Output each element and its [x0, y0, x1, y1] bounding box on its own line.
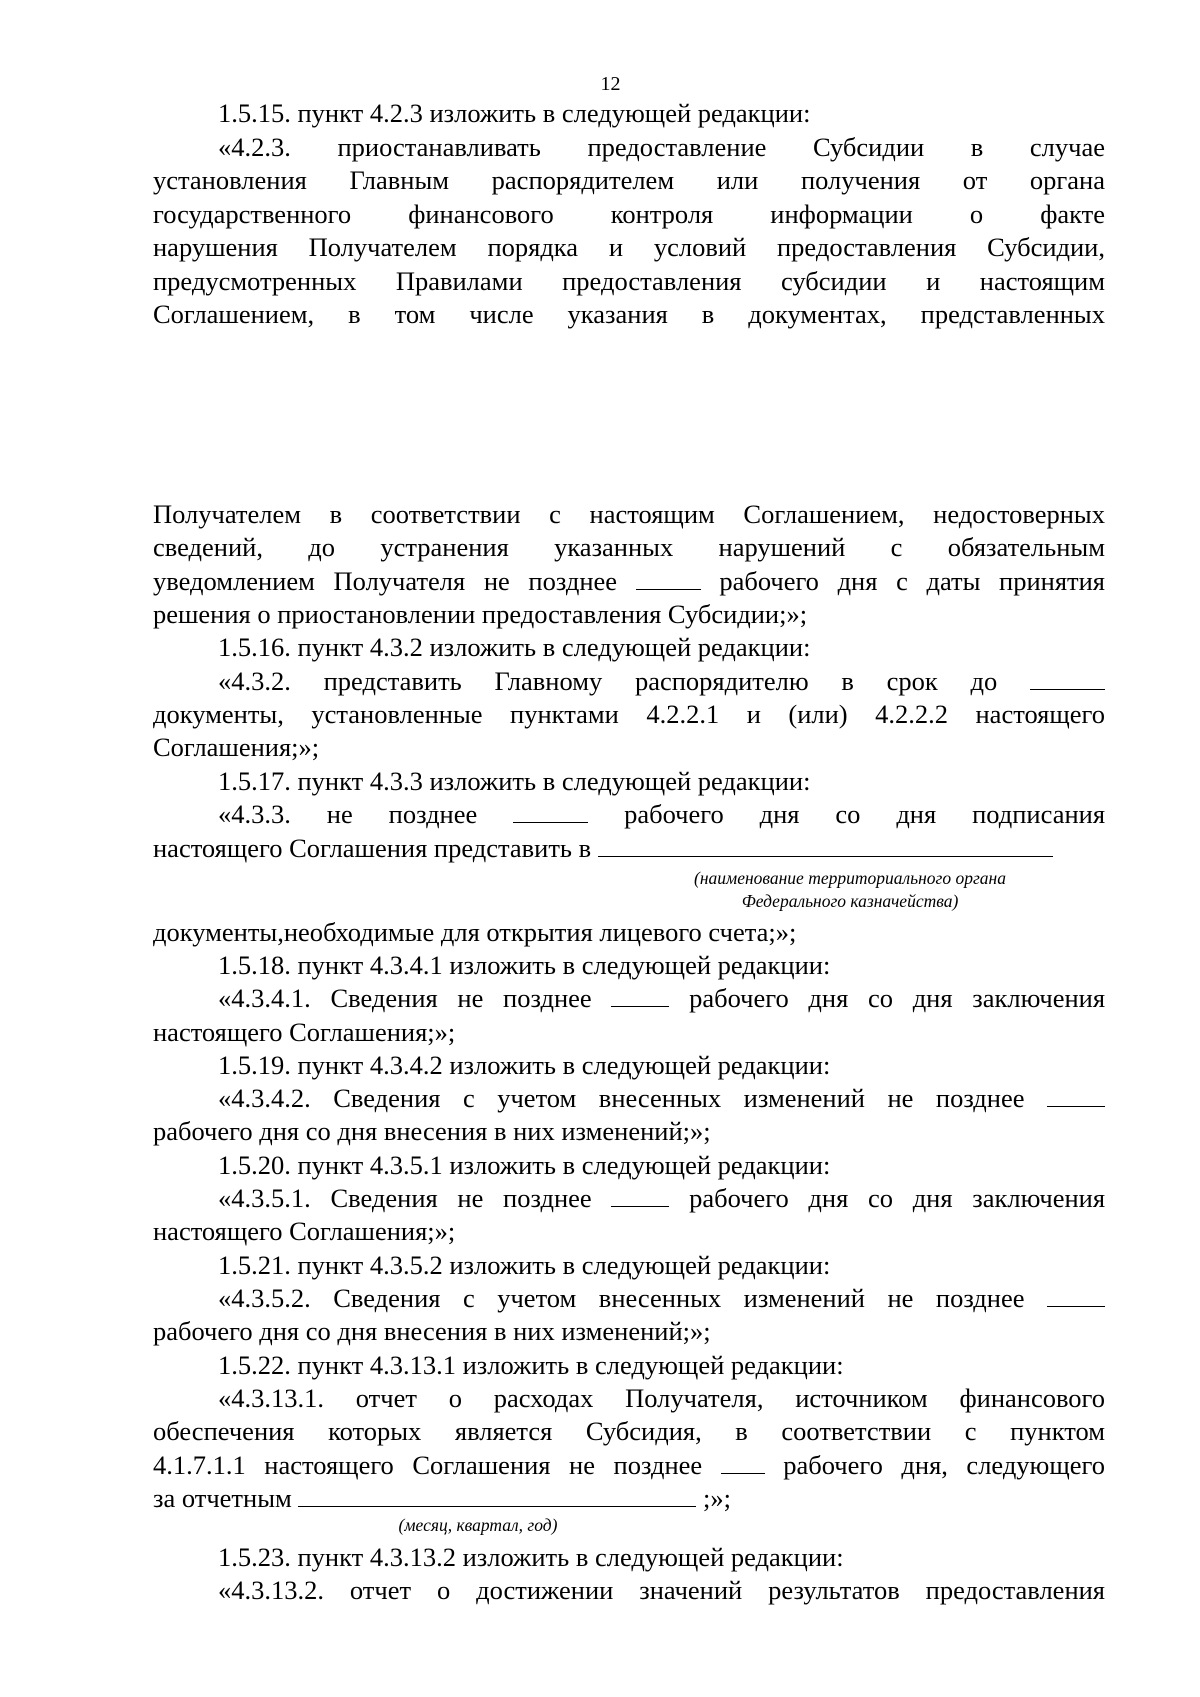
line-text: «4.3.3. не позднее — [218, 799, 478, 829]
text-line — [153, 230, 1105, 264]
text-line — [153, 564, 1105, 598]
text-line — [218, 664, 1105, 698]
line-text: 1.5.18. пункт 4.3.4.1 изложить в следующей редакции: — [218, 950, 831, 980]
line-text: 1.5.22. пункт 4.3.13.1 изложить в следующей редакции: — [218, 1350, 844, 1380]
fill-in-blank — [598, 832, 1053, 857]
line-text: за отчетным — [153, 1483, 292, 1513]
text-line — [218, 1148, 830, 1182]
line-text: «4.3.5.1. Сведения не позднее — [218, 1183, 592, 1213]
fill-in-blank — [1047, 1282, 1105, 1307]
text-line — [153, 1481, 1105, 1515]
text-line — [218, 130, 1105, 164]
fill-in-blank — [636, 565, 701, 590]
line-text: нарушения Получателем порядка и условий предоставления Субсидии, — [153, 232, 1105, 262]
line-text: установления Главным распорядителем или получения от органа — [153, 165, 1105, 195]
line-text: 1.5.15. пункт 4.2.3 изложить в следующей редакции: — [218, 98, 811, 128]
line-text: рабочего дня, следующего — [783, 1450, 1105, 1480]
text-line — [153, 1314, 1105, 1348]
caption: (наименование территориального органа — [694, 868, 1006, 888]
line-text: 1.5.19. пункт 4.3.4.2 изложить в следующей редакции: — [218, 1050, 831, 1080]
line-text: Соглашения;»; — [153, 732, 320, 762]
line-text: обеспечения которых является Субсидия, в соответствии с пунктом — [153, 1416, 1105, 1446]
line-text: 1.5.20. пункт 4.3.5.1 изложить в следующей редакции: — [218, 1150, 831, 1180]
text-line — [153, 1214, 1105, 1248]
line-text: настоящего Соглашения представить в — [153, 833, 592, 863]
text-line — [153, 831, 1105, 865]
fill-in-blank — [1030, 665, 1105, 690]
caption: Федерального казначейства) — [741, 891, 959, 911]
line-text: «4.3.13.2. отчет о достижении значений результатов предоставления — [218, 1575, 1105, 1605]
text-line — [153, 1414, 1105, 1448]
line-text: решения о приостановлении предоставления Субсидии;»; — [153, 599, 808, 629]
line-text: «4.3.5.2. Сведения с учетом внесенных изменений не позднее — [218, 1283, 1025, 1313]
fill-in-blank — [611, 982, 669, 1007]
text-line — [218, 1048, 830, 1082]
fill-in-blank — [298, 1482, 696, 1507]
text-line — [218, 764, 810, 798]
text-line — [218, 630, 810, 664]
caption: (месяц, квартал, год) — [398, 1515, 558, 1535]
line-text: рабочего дня со дня внесения в них изменений;»; — [153, 1116, 711, 1146]
text-line — [218, 797, 1105, 831]
text-line — [153, 197, 1105, 231]
line-text: документы,необходимые для открытия лицевого счета;»; — [153, 917, 797, 947]
text-line — [218, 1573, 1105, 1607]
text-line — [218, 1181, 1105, 1215]
line-text: «4.3.13.1. отчет о расходах Получателя, источником финансового — [218, 1383, 1105, 1413]
text-line — [218, 1381, 1105, 1415]
line-text: государственного финансового контроля информации о факте — [153, 199, 1105, 229]
line-text: настоящего Соглашения;»; — [153, 1216, 456, 1246]
line-text: 1.5.16. пункт 4.3.2 изложить в следующей редакции: — [218, 632, 811, 662]
text-line — [218, 981, 1105, 1015]
text-line — [153, 497, 1105, 531]
line-text: «4.3.4.2. Сведения с учетом внесенных изменений не позднее — [218, 1083, 1025, 1113]
line-text: «4.2.3. приостанавливать предоставление Субсидии в случае — [218, 132, 1105, 162]
line-text: предусмотренных Правилами предоставления субсидии и настоящим — [153, 266, 1105, 296]
line-text: 1.5.21. пункт 4.3.5.2 изложить в следующей редакции: — [218, 1250, 831, 1280]
text-line — [218, 1248, 830, 1282]
line-text: «4.3.2. представить Главному распорядителю в срок до — [218, 666, 998, 696]
line-text: рабочего дня со дня заключения — [689, 983, 1106, 1013]
text-line — [153, 1015, 1105, 1049]
fill-in-blank — [513, 798, 588, 823]
text-line — [218, 96, 810, 130]
line-text: ;»; — [703, 1483, 731, 1513]
line-text: Получателем в соответствии с настоящим Соглашением, недостоверных — [153, 499, 1105, 529]
line-text: 1.5.17. пункт 4.3.3 изложить в следующей редакции: — [218, 766, 811, 796]
line-text: «4.3.4.1. Сведения не позднее — [218, 983, 592, 1013]
text-line — [153, 915, 1105, 949]
fill-in-blank — [611, 1182, 669, 1207]
line-text: рабочего дня со дня внесения в них изменений;»; — [153, 1316, 711, 1346]
line-text: рабочего дня со дня заключения — [689, 1183, 1106, 1213]
line-text: сведений, до устранения указанных нарушений с обязательным — [153, 532, 1105, 562]
text-line — [218, 1281, 1105, 1315]
text-line — [153, 264, 1105, 298]
line-text: Соглашением, в том числе указания в документах, представленных — [153, 299, 1105, 329]
text-line — [153, 297, 1105, 331]
text-line — [218, 1348, 844, 1382]
line-text: рабочего дня с даты принятия — [719, 566, 1105, 596]
fill-in-blank — [1047, 1082, 1105, 1107]
text-line — [153, 1114, 1105, 1148]
line-text: рабочего дня со дня подписания — [624, 799, 1106, 829]
text-line — [153, 163, 1105, 197]
fill-in-blank — [721, 1449, 765, 1474]
line-text: 1.5.23. пункт 4.3.13.2 изложить в следующей редакции: — [218, 1542, 844, 1572]
text-line — [218, 1081, 1105, 1115]
line-text: настоящего Соглашения;»; — [153, 1017, 456, 1047]
text-line — [153, 730, 1105, 764]
text-line — [153, 597, 1105, 631]
text-line — [153, 697, 1105, 731]
line-text: 4.1.7.1.1 настоящего Соглашения не позднее — [153, 1450, 703, 1480]
line-text: документы, установленные пунктами 4.2.2.1 и (или) 4.2.2.2 настоящего — [153, 699, 1105, 729]
text-line — [218, 948, 830, 982]
line-text: уведомлением Получателя не позднее — [153, 566, 618, 596]
text-line — [153, 1448, 1105, 1482]
text-line — [153, 530, 1105, 564]
page-number: 12 — [600, 73, 621, 95]
text-line — [218, 1540, 844, 1574]
